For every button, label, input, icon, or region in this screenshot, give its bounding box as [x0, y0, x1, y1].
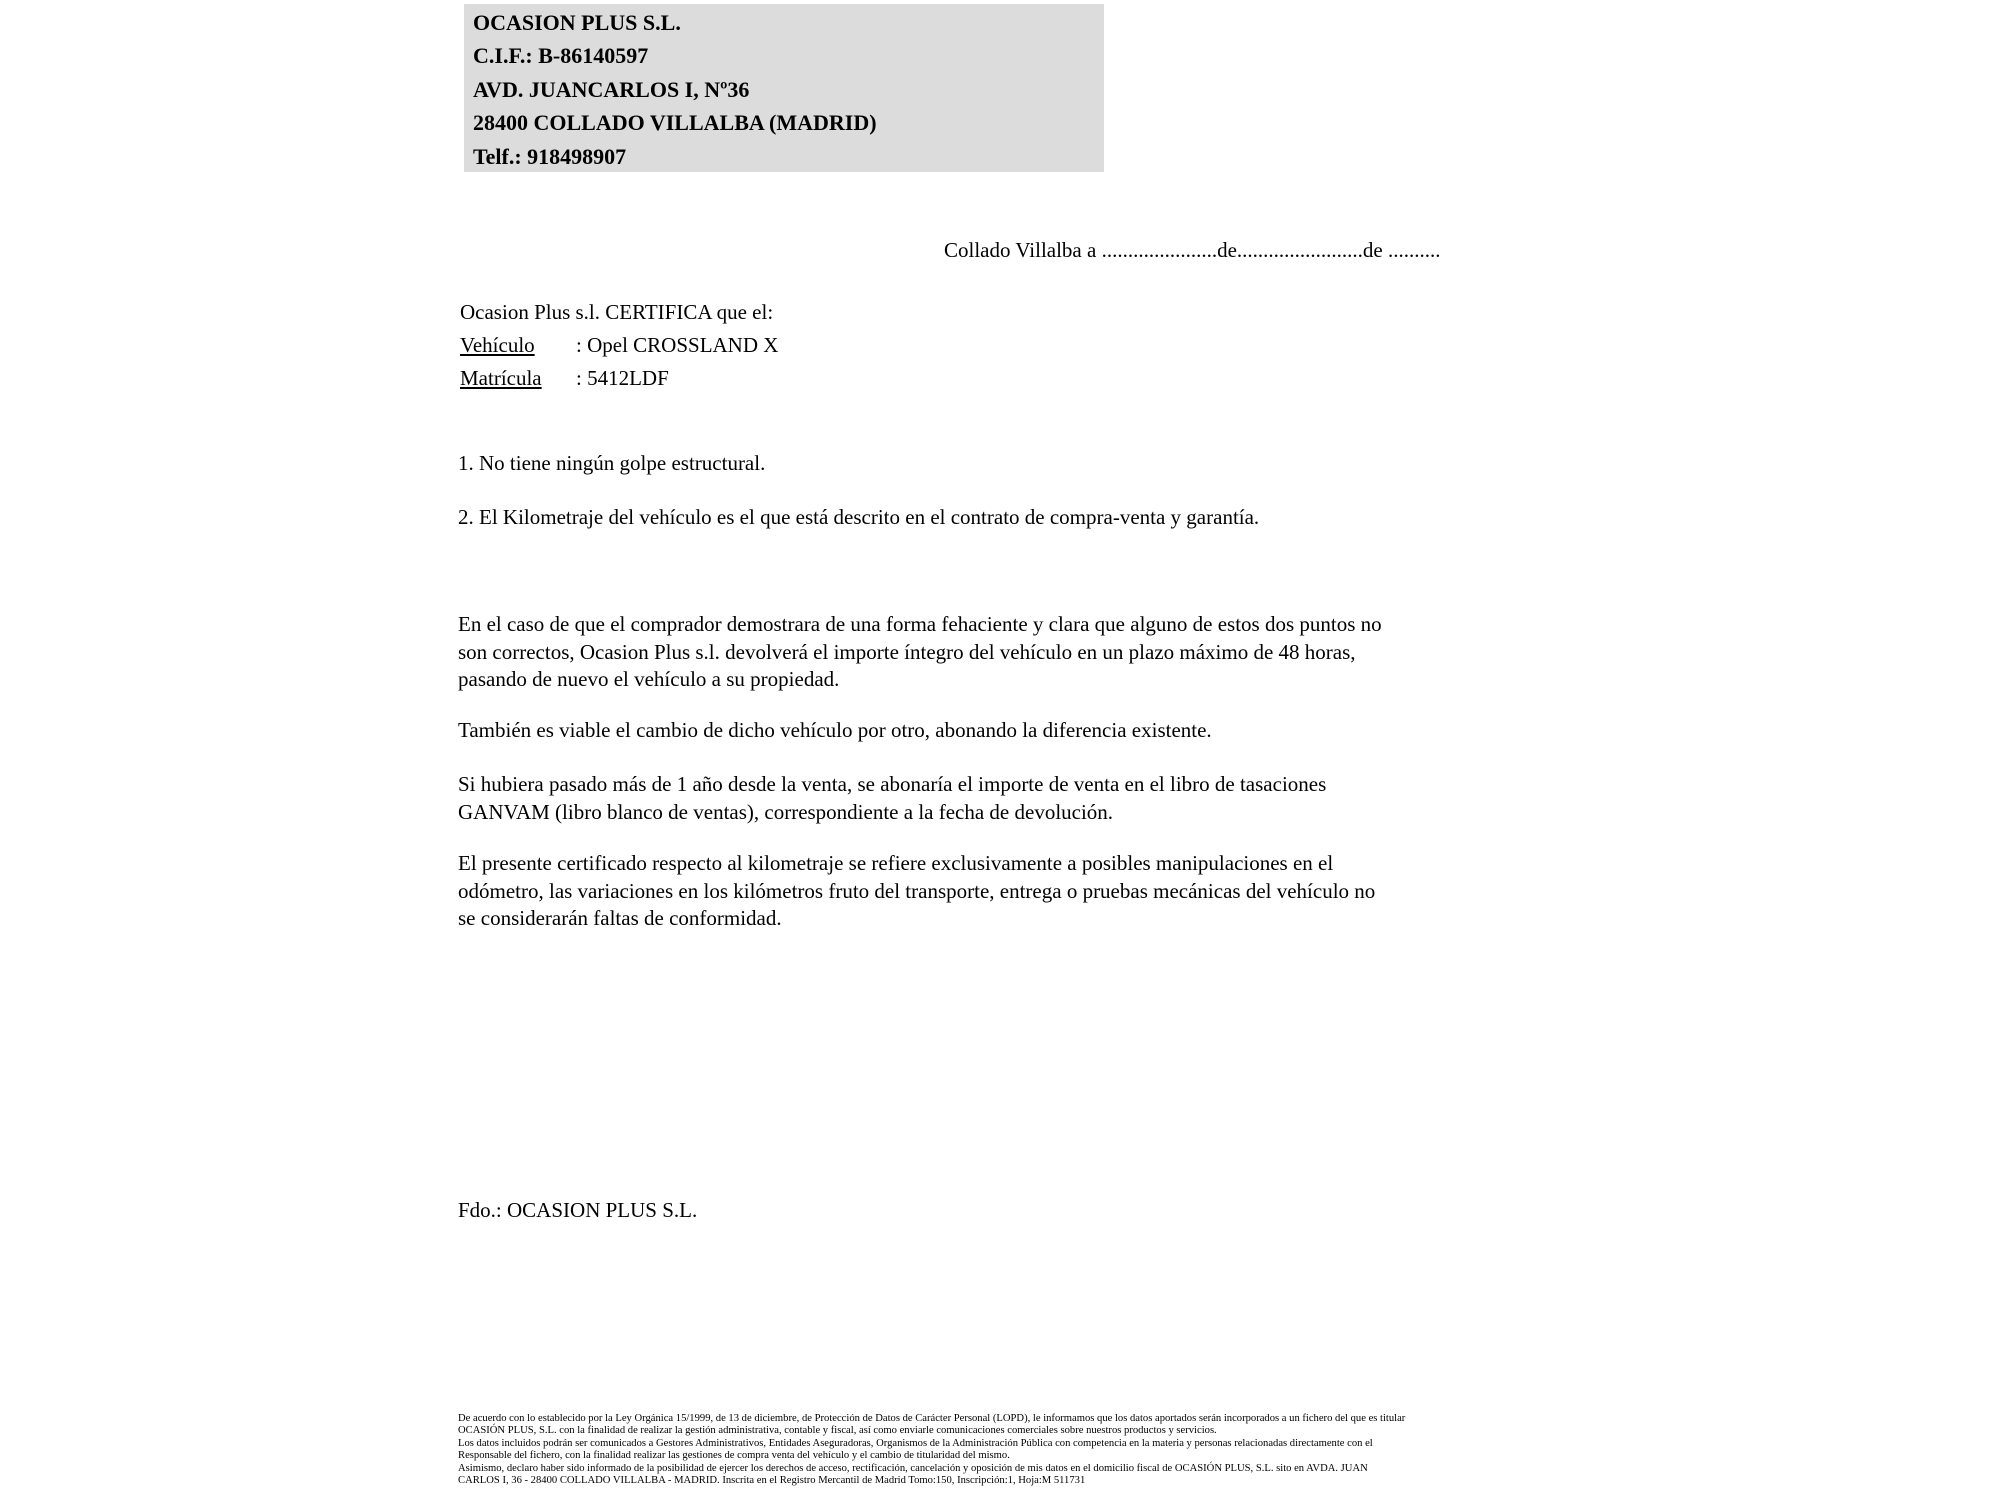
plate-label: Matrícula	[460, 366, 542, 390]
date-fill-in-line: Collado Villalba a ......................de........................de ..........	[944, 238, 1441, 262]
legal-footer-line: De acuerdo con lo establecido por la Ley Orgánica 15/1999, de 13 de diciembre, de Protección de Datos de Carácter Personal (LOPD), le informamos que los datos aportados serán incorporados a un fichero del que es titular	[458, 1413, 1406, 1424]
company-city: 28400 COLLADO VILLALBA (MADRID)	[473, 110, 877, 136]
paragraph-line: El presente certificado respecto al kilometraje se refiere exclusivamente a posibles manipulaciones en el	[458, 851, 1334, 875]
paragraph-line: odómetro, las variaciones en los kilómetros fruto del transporte, entrega o pruebas mecánicas del vehículo no	[458, 878, 1376, 903]
paragraph-line: También es viable el cambio de dicho vehículo por otro, abonando la diferencia existente.	[458, 718, 1212, 742]
paragraph-line: se considerarán faltas de conformidad.	[458, 906, 782, 930]
legal-footer	[458, 1413, 1405, 1487]
legal-footer-line: CARLOS I, 36 - 28400 COLLADO VILLALBA - MADRID. Inscrita en el Registro Mercantil de Madrid Tomo:150, Inscripción:1, Hoja:M 511731	[458, 1475, 1086, 1487]
paragraph-line: pasando de nuevo el vehículo a su propiedad.	[458, 667, 840, 691]
certificate-block	[460, 296, 778, 395]
paragraph-line: son correctos, Ocasion Plus s.l. devolverá el importe íntegro del vehículo en un plazo máximo de 48 horas,	[458, 639, 1356, 664]
signature-line: Fdo.: OCASION PLUS S.L.	[458, 1198, 698, 1222]
paragraph-exchange-option	[458, 717, 1212, 745]
paragraph-line: En el caso de que el comprador demostrara de una forma fehaciente y clara que alguno de estos dos puntos no	[458, 612, 1382, 636]
paragraph-refund-terms	[458, 611, 1382, 694]
plate-row	[460, 362, 778, 395]
paragraph-line: GANVAM (libro blanco de ventas), correspondiente a la fecha de devolución.	[458, 799, 1114, 824]
vehicle-row	[460, 329, 778, 362]
legal-footer-line: OCASIÓN PLUS, S.L. con la finalidad de realizar la gestión administrativa, contable y fiscal, así como enviarle comunicaciones comerciales sobre nuestros productos y servicios.	[458, 1425, 1217, 1437]
paragraph-odometer-disclaimer	[458, 850, 1375, 933]
statement-1: 1. No tiene ningún golpe estructural.	[458, 451, 766, 475]
certificate-intro: Ocasion Plus s.l. CERTIFICA que el:	[460, 300, 774, 324]
legal-footer-line: Asimismo, declaro haber sido informado de la posibilidad de ejercer los derechos de acceso, rectificación, cancelación y oposición de mis datos en el domicilio fiscal de OCASIÓN PLUS, S.L. sito en AVDA. JUAN	[458, 1462, 1368, 1474]
legal-footer-line: Responsable del fichero, con la finalidad realizar las gestiones de compra venta del vehículo y el cambio de titularidad del mismo.	[458, 1450, 1010, 1462]
company-name: OCASION PLUS S.L.	[473, 10, 681, 35]
company-header-box	[464, 4, 1104, 172]
vehicle-value: : Opel CROSSLAND X	[576, 333, 779, 357]
statement-2: 2. El Kilometraje del vehículo es el que está descrito en el contrato de compra-venta y garantía.	[458, 505, 1260, 529]
paragraph-line: Si hubiera pasado más de 1 año desde la venta, se abonaría el importe de venta en el libro de tasaciones	[458, 772, 1327, 796]
plate-value: : 5412LDF	[576, 366, 669, 390]
company-cif: C.I.F.: B-86140597	[473, 43, 649, 69]
paragraph-ganvam-valuation	[458, 771, 1326, 826]
legal-footer-line: Los datos incluidos podrán ser comunicados a Gestores Administrativos, Entidades Aseguradoras, Organismos de la Administración Pública con competencia en la materia y personas relacionadas directamente con el	[458, 1437, 1373, 1449]
vehicle-label: Vehículo	[460, 333, 535, 357]
company-address: AVD. JUANCARLOS I, Nº36	[473, 76, 750, 102]
company-phone: Telf.: 918498907	[473, 143, 627, 169]
